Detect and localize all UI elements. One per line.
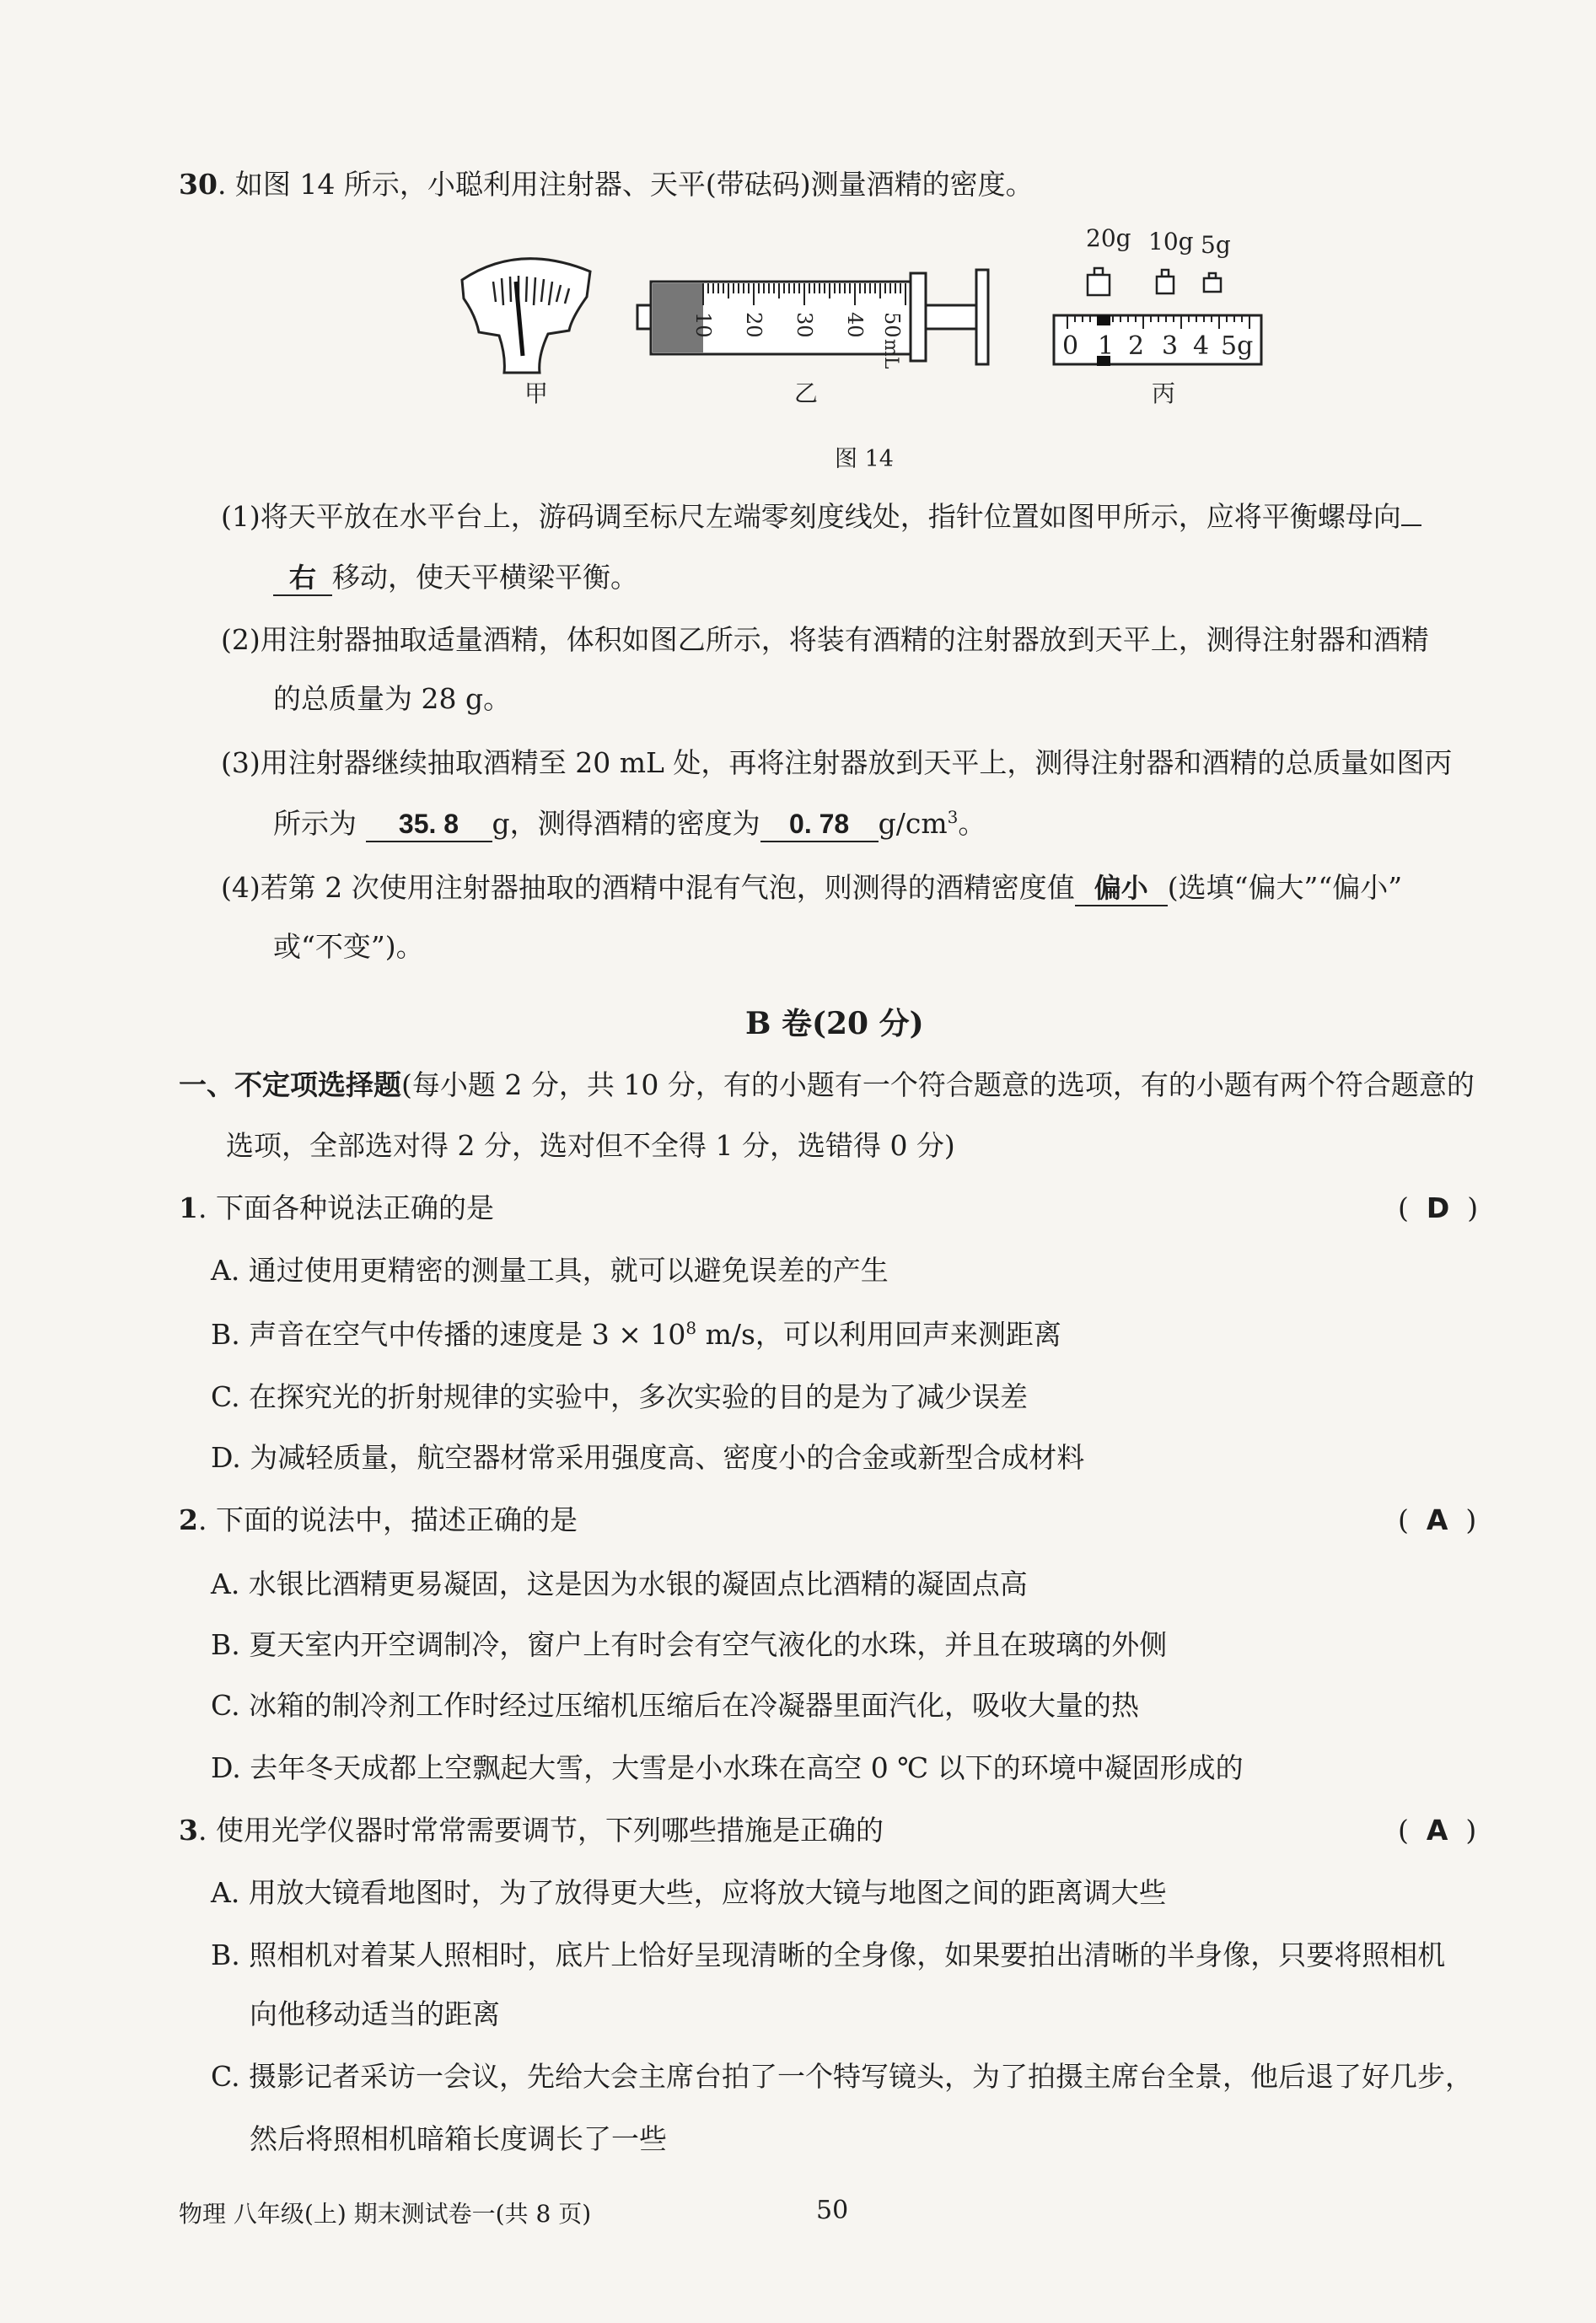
q3-option-b-line1: B. 照相机对着某人照相时，底片上恰好呈现清晰的全身像，如果要拍出清晰的半身像，只要将照相机 [211, 1939, 1446, 1971]
syringe-unit: mL [880, 339, 901, 369]
q30-part4-line2: 或“不变”)。 [273, 930, 424, 963]
answer-part4: 偏小 [1075, 871, 1168, 906]
scale-tick-0: 0 [1062, 331, 1079, 361]
q1-option-b-pre: B. 声音在空气中传播的速度是 3 × 10 [211, 1318, 686, 1351]
q1-option-b-sup: 8 [685, 1318, 697, 1338]
q1-stem [179, 1189, 494, 1228]
q3-answer: A [1426, 1814, 1448, 1847]
part1-heading: 一、不定项选择题 [179, 1068, 401, 1101]
syringe-tick-50: 50 [880, 312, 904, 338]
q3-number: 3 [179, 1814, 198, 1847]
q30-part4-a: (4)若第 2 次使用注射器抽取的酒精中混有气泡，则测得的酒精密度值 [221, 871, 1075, 904]
figure-14 [438, 221, 1282, 423]
q30-part3-unit: g/cm [878, 807, 948, 840]
scale-tick-1: 1 [1098, 331, 1115, 361]
part1-note-1: (每小题 2 分，共 10 分，有的小题有一个符合题意的选项，有的小题有两个符合题意的 [401, 1068, 1475, 1101]
q1-stem-text: . 下面各种说法正确的是 [197, 1191, 494, 1224]
answer-mass: 35. 8 [366, 807, 492, 842]
q30-part1-tail: 移动，使天平横梁平衡。 [332, 561, 638, 594]
q30-stem-text: . 如图 14 所示，小聪利用注射器、天平(带砝码)测量酒精的密度。 [217, 168, 1034, 201]
q1-answer-box: ( D ) [1398, 1191, 1479, 1224]
q2-number: 2 [179, 1503, 198, 1536]
q30-part1-text: (1)将天平放在水平台上，游码调至标尺左端零刻度线处，指针位置如图甲所示，应将平衡螺母向 [221, 500, 1401, 533]
scale-tick-4: 4 [1193, 331, 1210, 361]
q1-option-c: C. 在探究光的折射规律的实验中，多次实验的目的是为了减少误差 [211, 1380, 1029, 1413]
scale-tick-2: 2 [1128, 331, 1145, 361]
q3-option-c-line2: 然后将照相机暗箱长度调长了一些 [250, 2122, 667, 2155]
scale-tick-3: 3 [1162, 331, 1179, 361]
q2-answer: A [1426, 1503, 1448, 1536]
q2-option-d: D. 去年冬天成都上空飘起大雪，大雪是小水珠在高空 0 ℃ 以下的环境中凝固形成的 [211, 1751, 1244, 1784]
q2-option-b: B. 夏天室内开空调制冷，窗户上有时会有空气液化的水珠，并且在玻璃的外侧 [211, 1628, 1168, 1661]
syringe-tick-40: 40 [843, 312, 867, 338]
weight-5g-label: 5g [1201, 231, 1231, 259]
q3-stem [179, 1811, 884, 1850]
part1-note-line2: 选项，全部选对得 2 分，选对但不全得 1 分，选错得 0 分) [226, 1129, 955, 1162]
footer-left: 物理 八年级(上) 期末测试卷一(共 8 页) [179, 2200, 592, 2228]
label-yi: 乙 [794, 379, 819, 407]
q1-option-b-post: m/s，可以利用回声来测距离 [696, 1318, 1061, 1351]
q3-option-b-line2: 向他移动适当的距离 [250, 1998, 500, 2030]
section-b-title: B 卷(20 分) [745, 1006, 924, 1041]
q3-option-c-line1: C. 摄影记者采访一会议，先给大会主席台拍了一个特写镜头，为了拍摄主席台全景，他后退了好几步， [211, 2060, 1474, 2093]
q30-part1-line2 [273, 558, 638, 597]
q2-answer-box: ( A ) [1398, 1503, 1477, 1536]
q3-answer-box: ( A ) [1398, 1814, 1477, 1847]
q30-part1-blank-lead [1401, 524, 1421, 526]
q30-part1-line1 [221, 497, 1421, 536]
q30-part3-end: 。 [958, 807, 986, 840]
q1-number: 1 [179, 1191, 198, 1224]
q2-option-c: C. 冰箱的制冷剂工作时经过压缩机压缩后在冷凝器里面汽化，吸收大量的热 [211, 1689, 1140, 1722]
q30-part3-sup: 3 [947, 807, 959, 827]
q30-stem [179, 165, 1034, 204]
q30-part2-line2: 的总质量为 28 g。 [273, 682, 512, 715]
weight-20g-label: 20g [1086, 224, 1131, 252]
q30-part4-b: (选填“偏大”“偏小” [1167, 871, 1403, 904]
q1-answer: D [1426, 1191, 1450, 1224]
part1-heading-line1 [179, 1066, 1475, 1105]
q30-part3-line2 [273, 804, 986, 843]
label-jia: 甲 [524, 379, 549, 407]
q1-option-b [211, 1315, 1061, 1354]
scale-tick-5g: 5g [1221, 331, 1254, 361]
q2-option-a: A. 水银比酒精更易凝固，这是因为水银的凝固点比酒精的凝固点高 [211, 1567, 1028, 1600]
q2-stem-text: . 下面的说法中，描述正确的是 [197, 1503, 578, 1536]
syringe-tick-30: 30 [793, 312, 816, 338]
syringe-tick-20: 20 [742, 312, 766, 338]
weight-10g-label: 10g [1148, 228, 1194, 255]
q30-number: 30 [179, 168, 218, 201]
label-bing: 丙 [1152, 379, 1176, 407]
figure-caption: 图 14 [835, 446, 894, 472]
syringe-figure [637, 270, 988, 369]
syringe-tick-10: 10 [691, 312, 715, 338]
q30-part3-a: 所示为 [273, 807, 357, 840]
q30-part4-line1 [221, 868, 1402, 907]
answer-density: 0. 78 [760, 807, 879, 842]
q1-option-d: D. 为减轻质量，航空器材常采用强度高、密度小的合金或新型合成材料 [211, 1441, 1085, 1474]
q1-option-a: A. 通过使用更精密的测量工具，就可以避免误差的产生 [211, 1254, 889, 1287]
page-number: 50 [816, 2196, 849, 2225]
q30-part3-b: g，测得酒精的密度为 [492, 807, 760, 840]
q30-part2-line1: (2)用注射器抽取适量酒精，体积如图乙所示，将装有酒精的注射器放到天平上，测得注射器和酒精 [221, 623, 1429, 656]
q3-stem-text: . 使用光学仪器时常常需要调节，下列哪些措施是正确的 [197, 1814, 884, 1847]
weights-scale-figure [1054, 224, 1261, 366]
answer-part1: 右 [273, 561, 332, 596]
q3-option-a: A. 用放大镜看地图时，为了放得更大些，应将放大镜与地图之间的距离调大些 [211, 1876, 1167, 1909]
q2-stem [179, 1501, 578, 1540]
q30-part3-line1: (3)用注射器继续抽取酒精至 20 mL 处，再将注射器放到天平上，测得注射器和酒精的总质量如图丙 [221, 746, 1453, 779]
balance-dial-figure [462, 259, 590, 373]
